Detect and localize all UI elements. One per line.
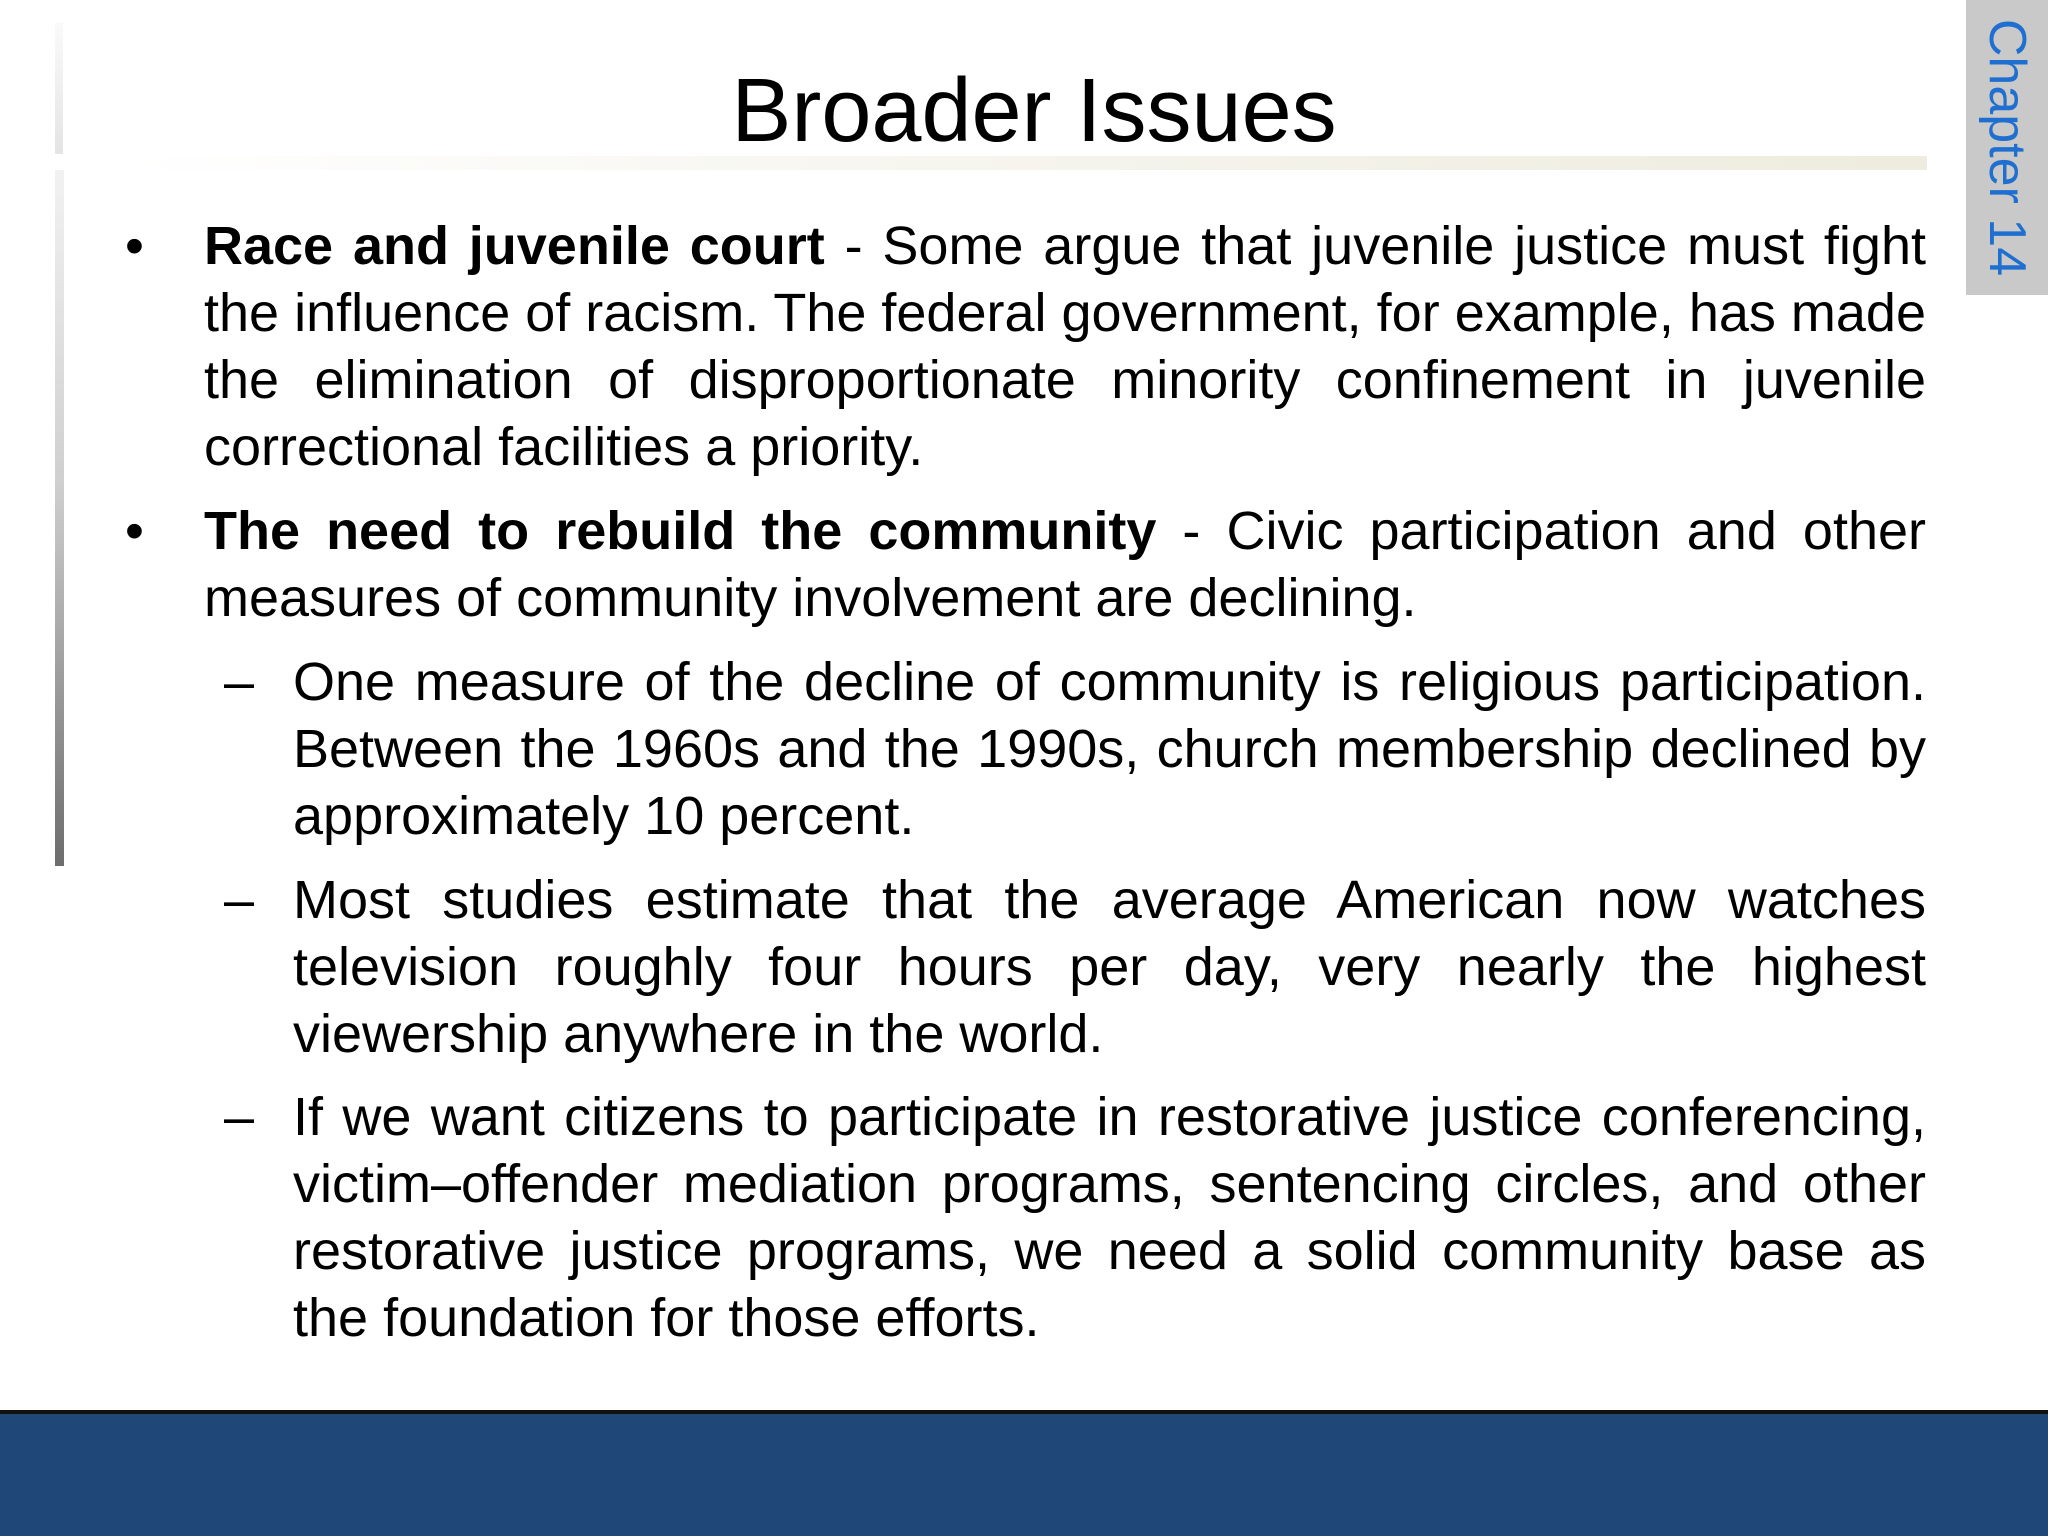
sub-item-restorative-justice: If we want citizens to participate in restorative justice conferencing, victim–offender mediation programs, sentencing circles, and other restorative justice programs, we need a solid community base as the foundation for those efforts. xyxy=(293,1087,1926,1348)
bullet-item-community xyxy=(204,498,1926,632)
sub-dash-icon: – xyxy=(224,1087,255,1147)
bullet-item-race xyxy=(204,213,1926,481)
chapter-tab-label: Chapter 14 xyxy=(1978,18,2036,277)
bullet-heading: The need to rebuild the community xyxy=(204,501,1157,561)
footer-bar xyxy=(0,1414,2048,1536)
bullet-heading: Race and juvenile court xyxy=(204,216,825,276)
bullet-dot-icon: • xyxy=(125,501,144,561)
sub-dash-icon: – xyxy=(224,870,255,930)
slide-title: Broader Issues xyxy=(731,61,1337,161)
sub-dash-icon: – xyxy=(224,652,255,712)
bullet-text: - Some argue that juvenile justice must fight the influence of racism. The federal government, for example, has made the elimination of disproportionate minority confinement in juvenile correctional facilities a priority. xyxy=(204,216,1926,477)
sub-item-religious-participation: One measure of the decline of community is religious participation. Between the 1960s and the 1990s, church membership declined by approximately 10 percent. xyxy=(293,652,1926,846)
bullet-text: - Civic participation and other measures of community involvement are declining. xyxy=(204,501,1926,628)
bullet-dot-icon: • xyxy=(125,216,144,276)
sub-item-television: Most studies estimate that the average American now watches television roughly four hours per day, very nearly the highest viewership anywhere in the world. xyxy=(293,870,1926,1064)
